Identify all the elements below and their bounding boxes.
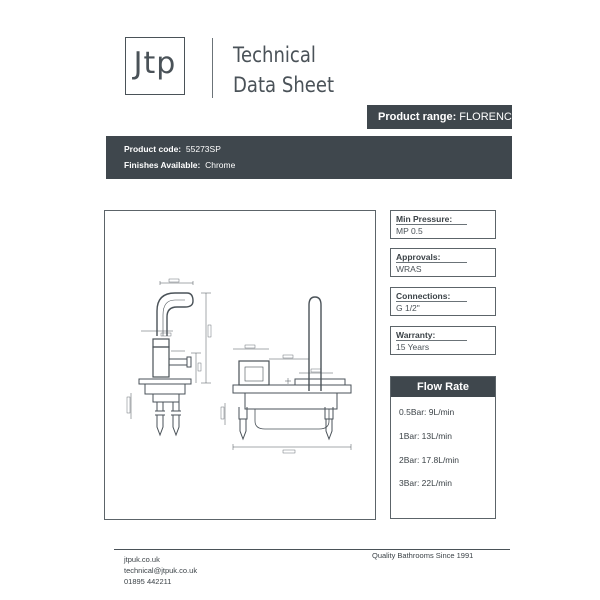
product-code-row — [124, 141, 512, 157]
spec-value: MP 0.5 — [396, 226, 423, 236]
flow-rate-title: Flow Rate — [391, 377, 495, 397]
product-range-label: Product range: — [378, 111, 457, 123]
title-line-1: Technical — [233, 43, 316, 67]
spec-value: 15 Years — [396, 342, 430, 352]
flow-rate-panel — [390, 376, 496, 519]
footer-contact — [124, 554, 197, 587]
side-view-spout — [141, 279, 211, 383]
footer-phone: 01895 442211 — [124, 577, 172, 586]
footer-divider — [114, 549, 510, 550]
spec-underline — [396, 224, 467, 225]
technical-drawing — [105, 211, 377, 521]
side-view-body — [127, 339, 201, 435]
spec-value: WRAS — [396, 264, 422, 274]
spec-min-pressure — [390, 210, 496, 239]
header-divider — [212, 38, 213, 98]
brand-logo — [125, 37, 185, 95]
technical-drawing-frame — [104, 210, 376, 520]
finishes-row — [124, 157, 512, 173]
product-code-label: Product code: — [124, 144, 182, 154]
spec-value: G 1/2" — [396, 303, 420, 313]
spec-label: Approvals: — [396, 252, 441, 262]
finishes-label: Finishes Available: — [124, 160, 201, 170]
spec-warranty — [390, 326, 496, 355]
spec-label: Warranty: — [396, 330, 436, 340]
flow-rate-item: 3Bar: 22L/min — [399, 478, 452, 488]
title-line-2: Data Sheet — [233, 73, 335, 97]
product-code-value: 55273SP — [185, 144, 221, 154]
product-range-value: FLORENCE — [459, 111, 520, 123]
footer-website: jtpuk.co.uk — [124, 555, 160, 564]
product-range-box — [367, 105, 520, 129]
logo-text: Jtp — [133, 46, 177, 81]
flow-rate-item: 2Bar: 17.8L/min — [399, 455, 460, 465]
flow-rate-item: 0.5Bar: 9L/min — [399, 407, 455, 417]
product-info-bar — [106, 136, 512, 179]
spec-connections — [390, 287, 496, 316]
flow-rate-item: 1Bar: 13L/min — [399, 431, 452, 441]
finishes-value: Chrome — [205, 160, 236, 170]
document-title — [233, 40, 334, 100]
spec-approvals — [390, 248, 496, 277]
spec-underline — [396, 301, 467, 302]
spec-underline — [396, 340, 467, 341]
footer-email: technical@jtpuk.co.uk — [124, 566, 198, 575]
spec-label: Connections: — [396, 291, 451, 301]
footer-tagline: Quality Bathrooms Since 1991 — [372, 551, 474, 560]
spec-label: Min Pressure: — [396, 214, 453, 224]
front-view — [221, 297, 351, 453]
spec-underline — [396, 262, 467, 263]
